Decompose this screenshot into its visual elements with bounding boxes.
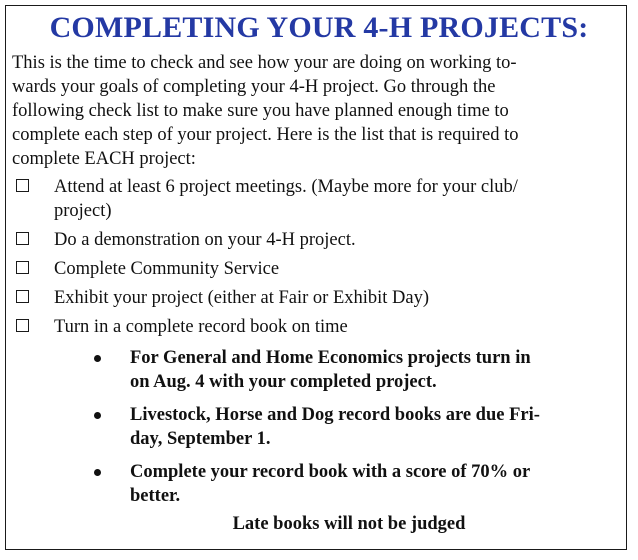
- intro-line: complete each step of your project. Here is the list that is required to: [12, 125, 519, 145]
- checklist-item-label: Do a demonstration on your 4-H project.: [54, 230, 356, 250]
- checklist-item-label: Turn in a complete record book on time: [54, 317, 348, 337]
- intro-line: This is the time to check and see how your are doing on working to-: [12, 53, 517, 73]
- checklist-item-demonstration: [12, 228, 624, 252]
- intro-paragraph: [12, 51, 624, 171]
- checkbox-icon[interactable]: [16, 261, 29, 274]
- checklist-item-meetings: [12, 175, 624, 223]
- checkbox-icon[interactable]: [16, 290, 29, 303]
- intro-line: wards your goals of completing your 4-H project. Go through the: [12, 77, 496, 97]
- checkbox-icon[interactable]: [16, 319, 29, 332]
- bullet-text: Complete your record book with a score of 70% or: [130, 462, 531, 482]
- checkbox-icon[interactable]: [16, 179, 29, 192]
- bullet-text: on Aug. 4 with your completed project.: [130, 372, 437, 392]
- bullet-text: better.: [130, 486, 181, 506]
- deadline-bullets: [90, 346, 620, 517]
- checklist-item-community-service: [12, 257, 624, 281]
- bullet-text: Livestock, Horse and Dog record books are due Fri-: [130, 405, 540, 425]
- checklist-item-label: Attend at least 6 project meetings. (Maybe more for your club/: [54, 177, 518, 197]
- bullet-text: day, September 1.: [130, 429, 271, 449]
- intro-line: complete EACH project:: [12, 149, 196, 169]
- checklist-item-label: project): [54, 201, 112, 221]
- bullet-icon: [94, 355, 101, 362]
- bullet-icon: [94, 412, 101, 419]
- checklist-item-exhibit: [12, 286, 624, 310]
- checklist-item-label: Complete Community Service: [54, 259, 280, 279]
- bullet-item-general-home-ec: [90, 346, 620, 394]
- bullet-text: For General and Home Economics projects turn in: [130, 348, 531, 368]
- project-checklist: [12, 175, 624, 344]
- bullet-icon: [94, 469, 101, 476]
- intro-line: following check list to make sure you have planned enough time to: [12, 101, 509, 121]
- bullet-item-score: [90, 460, 620, 508]
- bullet-item-livestock: [90, 403, 620, 451]
- checklist-item-label: Exhibit your project (either at Fair or Exhibit Day): [54, 288, 430, 308]
- checklist-item-record-book: [12, 315, 624, 339]
- late-books-note: Late books will not be judged: [232, 514, 466, 534]
- checkbox-icon[interactable]: [16, 232, 29, 245]
- page-title: COMPLETING YOUR 4-H PROJECTS:: [49, 11, 589, 44]
